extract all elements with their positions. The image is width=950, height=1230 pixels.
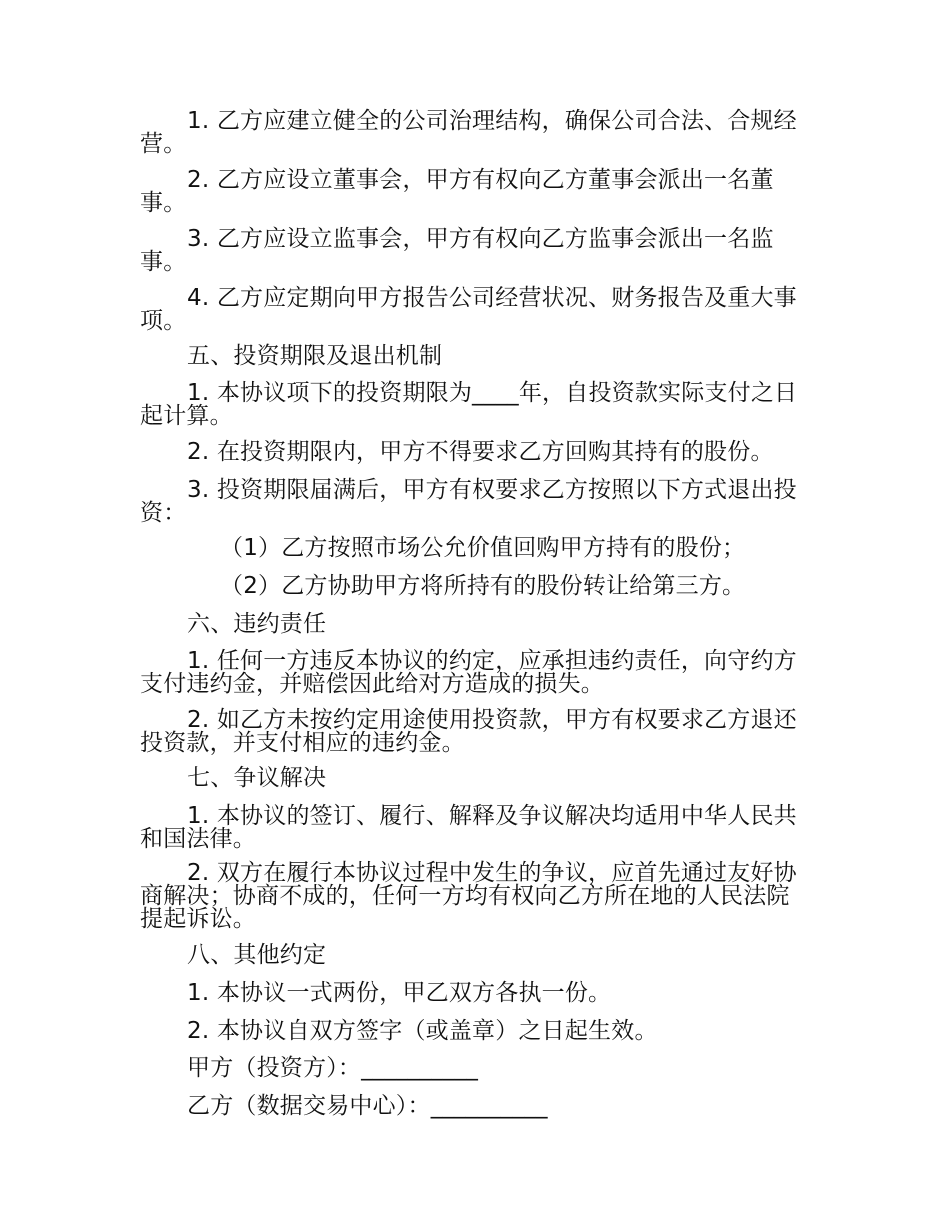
clause-8-1: 1. 本协议一式两份，甲乙双方各执一份。 <box>187 980 612 1006</box>
clause-4-4: 4. 乙方应定期向甲方报告公司经营状况、财务报告及重大事项。 <box>140 285 797 334</box>
section-heading-7: 七、争议解决 <box>187 765 327 791</box>
clause-6-2: 2. 如乙方未按约定用途使用投资款，甲方有权要求乙方退还投资款，并支付相应的违约金。 <box>140 707 797 756</box>
clause-5-3-option-1: （1）乙方按照市场公允价值回购甲方持有的股份； <box>220 535 746 561</box>
clause-4-2: 2. 乙方应设立董事会，甲方有权向乙方董事会派出一名董事。 <box>140 167 774 216</box>
section-heading-8: 八、其他约定 <box>187 942 327 968</box>
clause-4-1: 1. 乙方应建立健全的公司治理结构，确保公司合法、合规经营。 <box>140 108 797 157</box>
clause-5-2: 2. 在投资期限内，甲方不得要求乙方回购其持有的股份。 <box>187 439 774 465</box>
clause-8-2: 2. 本协议自双方签字（或盖章）之日起生效。 <box>187 1018 658 1044</box>
clause-7-1: 1. 本协议的签订、履行、解释及争议解决均适用中华人民共和国法律。 <box>140 803 797 852</box>
party-a-signature-line: 甲方（投资方）：__________ <box>187 1055 479 1081</box>
section-heading-5: 五、投资期限及退出机制 <box>187 343 443 369</box>
clause-5-3-option-2: （2）乙方协助甲方将所持有的股份转让给第三方。 <box>220 573 746 599</box>
clause-7-2: 2. 双方在履行本协议过程中发生的争议，应首先通过友好协商解决；协商不成的，任何一方均有权向乙方所在地的人民法院提起诉讼。 <box>140 860 797 932</box>
clause-5-3: 3. 投资期限届满后，甲方有权要求乙方按照以下方式退出投资： <box>140 477 797 526</box>
clause-5-1: 1. 本协议项下的投资期限为____年，自投资款实际支付之日起计算。 <box>140 380 798 429</box>
party-b-signature-line: 乙方（数据交易中心）：__________ <box>187 1093 548 1119</box>
clause-6-1: 1. 任何一方违反本协议的约定，应承担违约责任，向守约方支付违约金，并赔偿因此给对方造成的损失。 <box>140 648 797 697</box>
clause-4-3: 3. 乙方应设立监事会，甲方有权向乙方监事会派出一名监事。 <box>140 226 774 275</box>
section-heading-6: 六、违约责任 <box>187 611 327 637</box>
